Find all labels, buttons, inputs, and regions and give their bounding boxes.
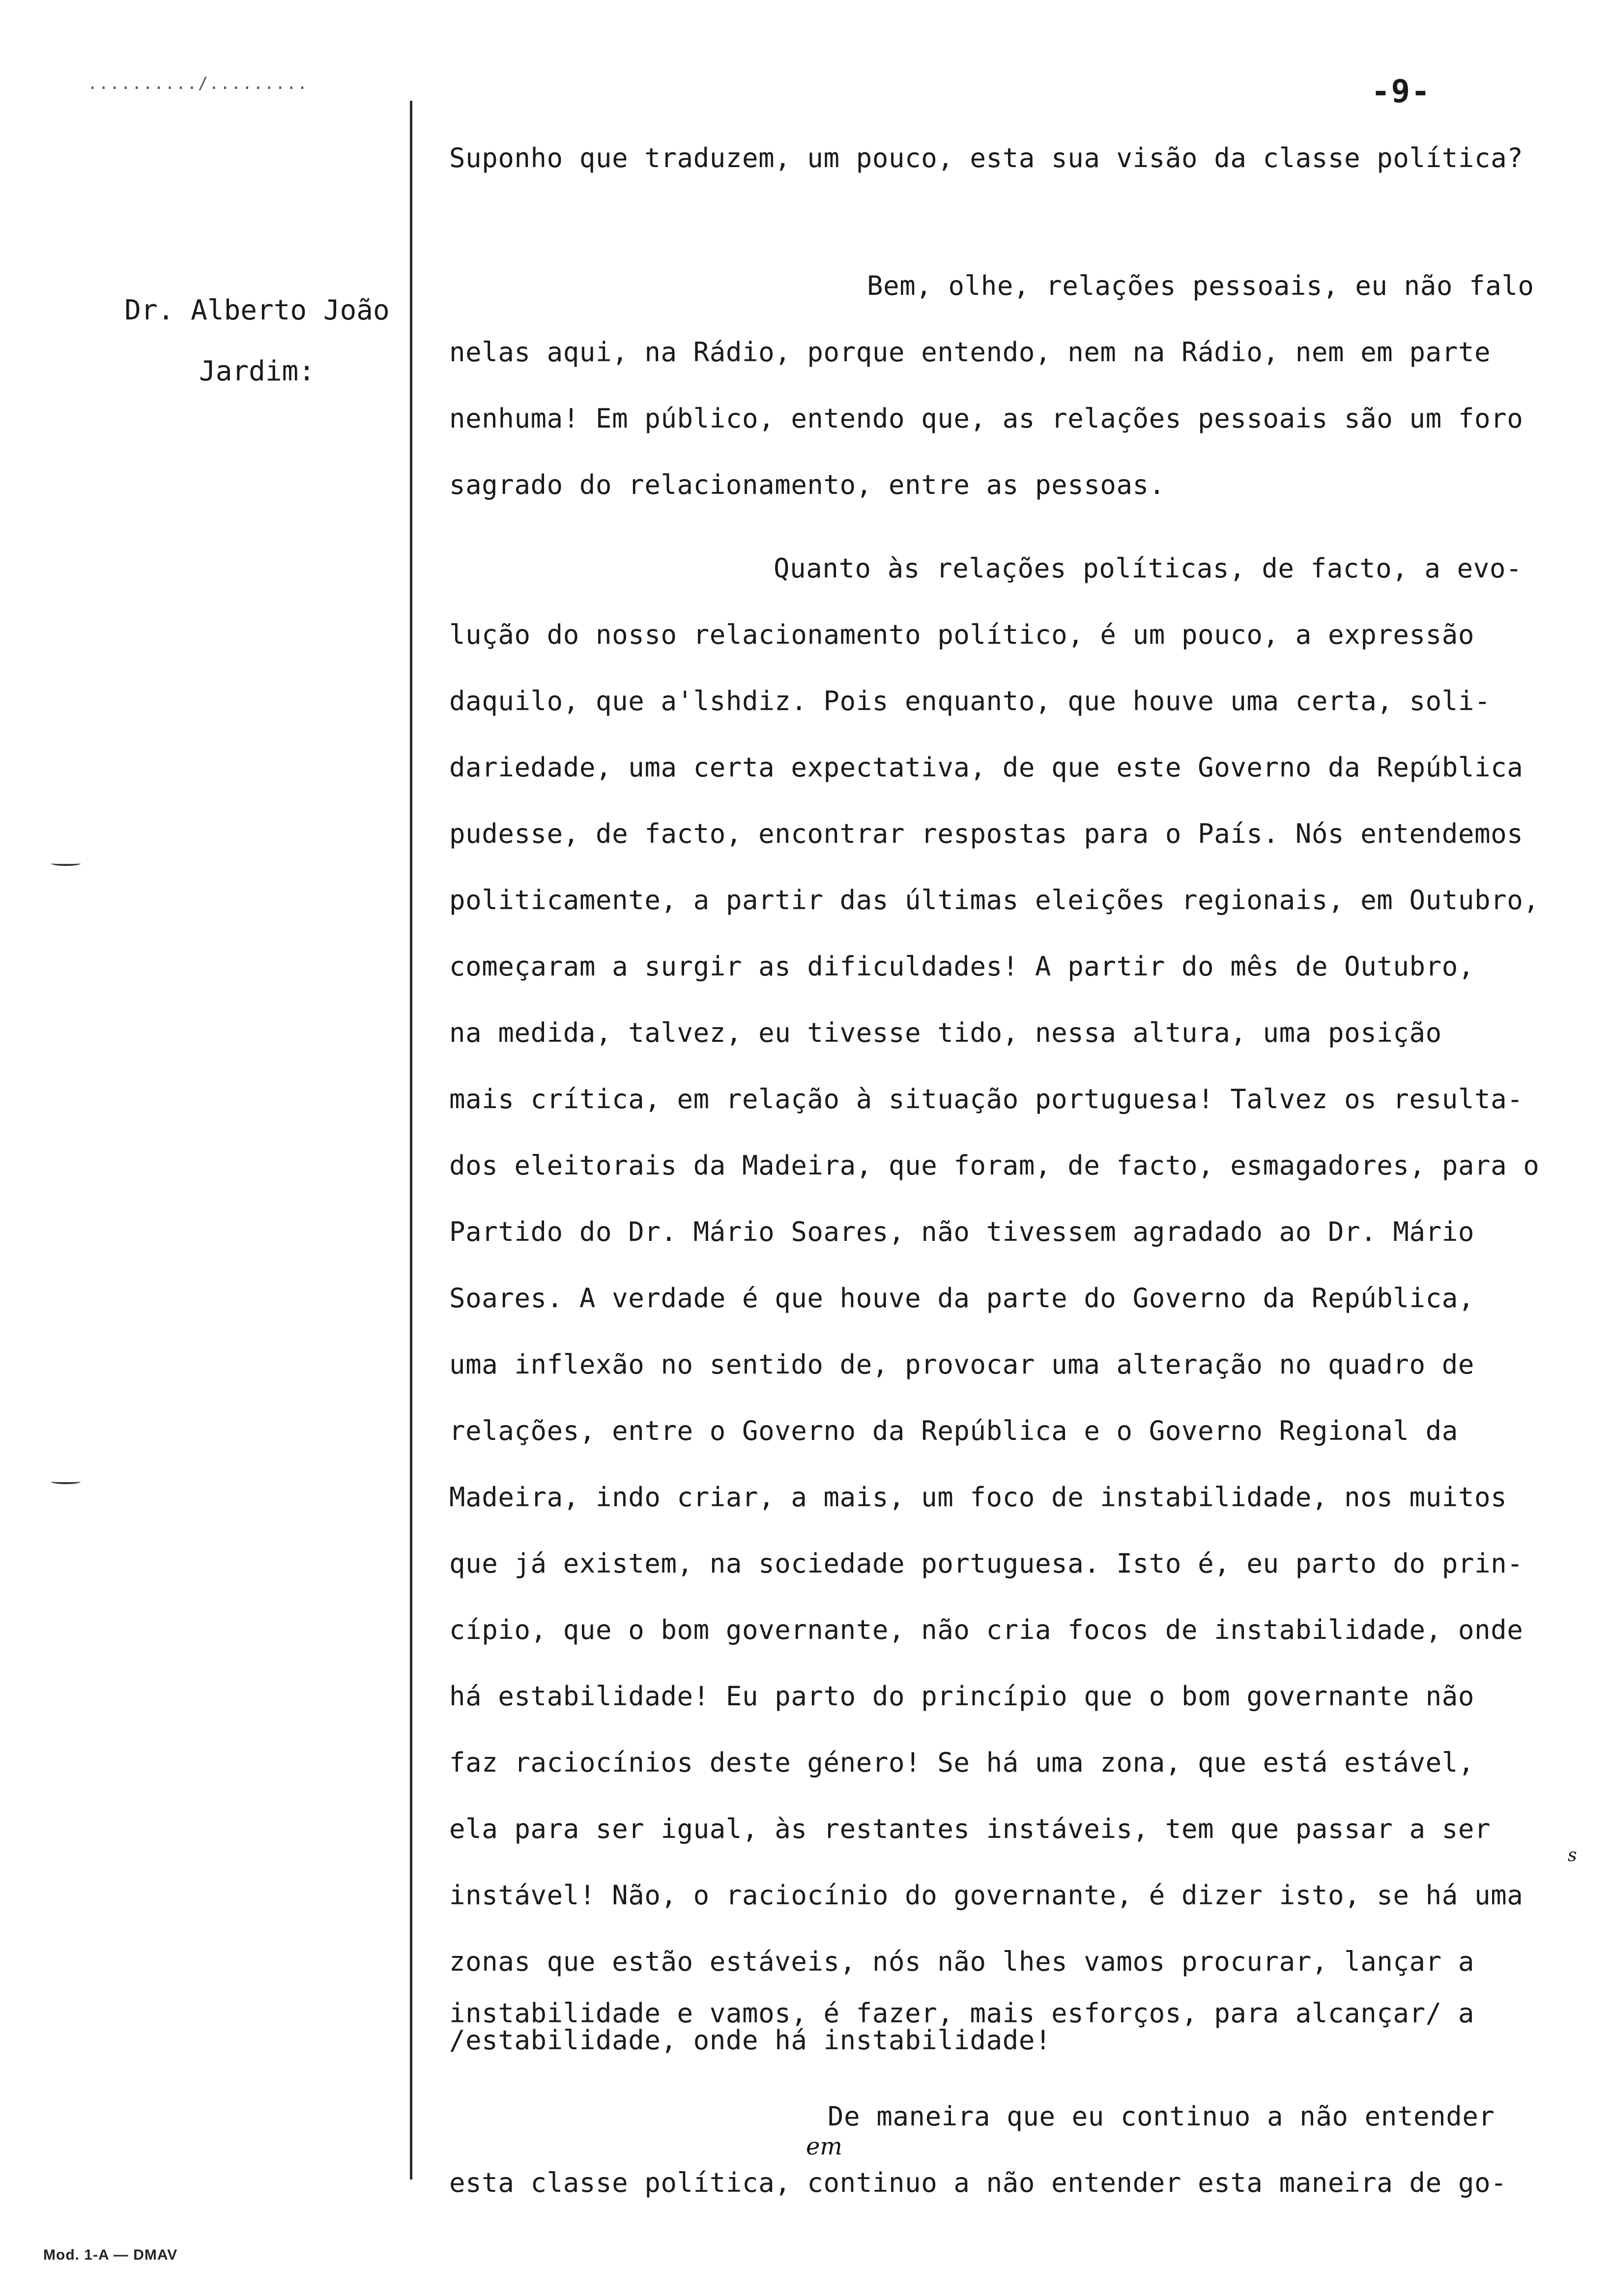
text-line: /estabilidade, onde há instabilidade! — [449, 2025, 1052, 2056]
text-line: Soares. A verdade é que houve da parte do Governo da República, — [449, 1283, 1474, 1314]
text-line: relações, entre o Governo da República e o Governo Regional da — [449, 1415, 1458, 1446]
text-line: Madeira, indo criar, a mais, um foco de instabilidade, nos muitos — [449, 1482, 1507, 1513]
margin-annotation: s — [1568, 1845, 1577, 1866]
text-line: Bem, olhe, relações pessoais, eu não falo — [867, 270, 1534, 301]
text-line: pudesse, de facto, encontrar respostas para o País. Nós entendemos — [449, 818, 1524, 849]
handwritten-annotation: em — [806, 2133, 842, 2160]
text-line: sagrado do relacionamento, entre as pessoas. — [449, 469, 1165, 500]
text-line: Quanto às relações políticas, de facto, a evo- — [774, 553, 1523, 584]
text-line: instabilidade e vamos, é fazer, mais esforços, para alcançar/ a — [449, 1998, 1474, 2029]
speaker-surname: Jardim: — [199, 355, 315, 387]
text-line: ela para ser igual, às restantes instáveis, tem que passar a ser — [449, 1813, 1491, 1844]
text-line: esta classe política, continuo a não entender esta maneira de go- — [449, 2167, 1507, 2198]
text-line: dariedade, uma certa expectativa, de que este Governo da República — [449, 752, 1524, 783]
margin-tick — [51, 1479, 81, 1484]
text-line: Partido do Dr. Mário Soares, não tivessem agradado ao Dr. Mário — [449, 1216, 1474, 1247]
text-line: instável! Não, o raciocínio do governante, é dizer isto, se há uma — [449, 1880, 1524, 1911]
text-line: mais crítica, em relação à situação portuguesa! Talvez os resulta- — [449, 1084, 1524, 1115]
page-number: -9- — [1371, 74, 1431, 110]
text-line: começaram a surgir as dificuldades! A partir do mês de Outubro, — [449, 951, 1474, 982]
text-line: dos eleitorais da Madeira, que foram, de facto, esmagadores, para o — [449, 1150, 1540, 1181]
text-line: uma inflexão no sentido de, provocar uma alteração no quadro de — [449, 1349, 1474, 1380]
text-line: De maneira que eu continuo a não entender — [828, 2101, 1495, 2132]
text-line: Suponho que traduzem, um pouco, esta sua visão da classe política? — [449, 143, 1524, 173]
text-line: nenhuma! Em público, entendo que, as relações pessoais são um foro — [449, 403, 1524, 434]
form-identifier: Mod. 1-A — DMAV — [43, 2247, 178, 2263]
speaker-name: Dr. Alberto João — [124, 294, 390, 326]
text-line: zonas que estão estáveis, nós não lhes vamos procurar, lançar a — [449, 1946, 1474, 1977]
margin-tick — [51, 861, 81, 866]
text-line: há estabilidade! Eu parto do princípio que o bom governante não — [449, 1681, 1474, 1712]
text-line: na medida, talvez, eu tivesse tido, nessa altura, uma posição — [449, 1017, 1442, 1048]
text-line: daquilo, que a'lshdiz. Pois enquanto, que houve uma certa, soli- — [449, 686, 1491, 717]
margin-mark: ........../......... — [87, 74, 309, 93]
text-line: nelas aqui, na Rádio, porque entendo, nem na Rádio, nem em parte — [449, 337, 1491, 368]
text-line: cípio, que o bom governante, não cria focos de instabilidade, onde — [449, 1614, 1524, 1645]
speaker-label — [112, 280, 402, 402]
text-line: politicamente, a partir das últimas eleições regionais, em Outubro, — [449, 885, 1540, 916]
text-line: faz raciocínios deste género! Se há uma zona, que está estável, — [449, 1747, 1474, 1778]
text-line: lução do nosso relacionamento político, é um pouco, a expressão — [449, 619, 1474, 650]
column-divider — [410, 101, 412, 2180]
text-line: que já existem, na sociedade portuguesa. Isto é, eu parto do prin- — [449, 1548, 1524, 1579]
